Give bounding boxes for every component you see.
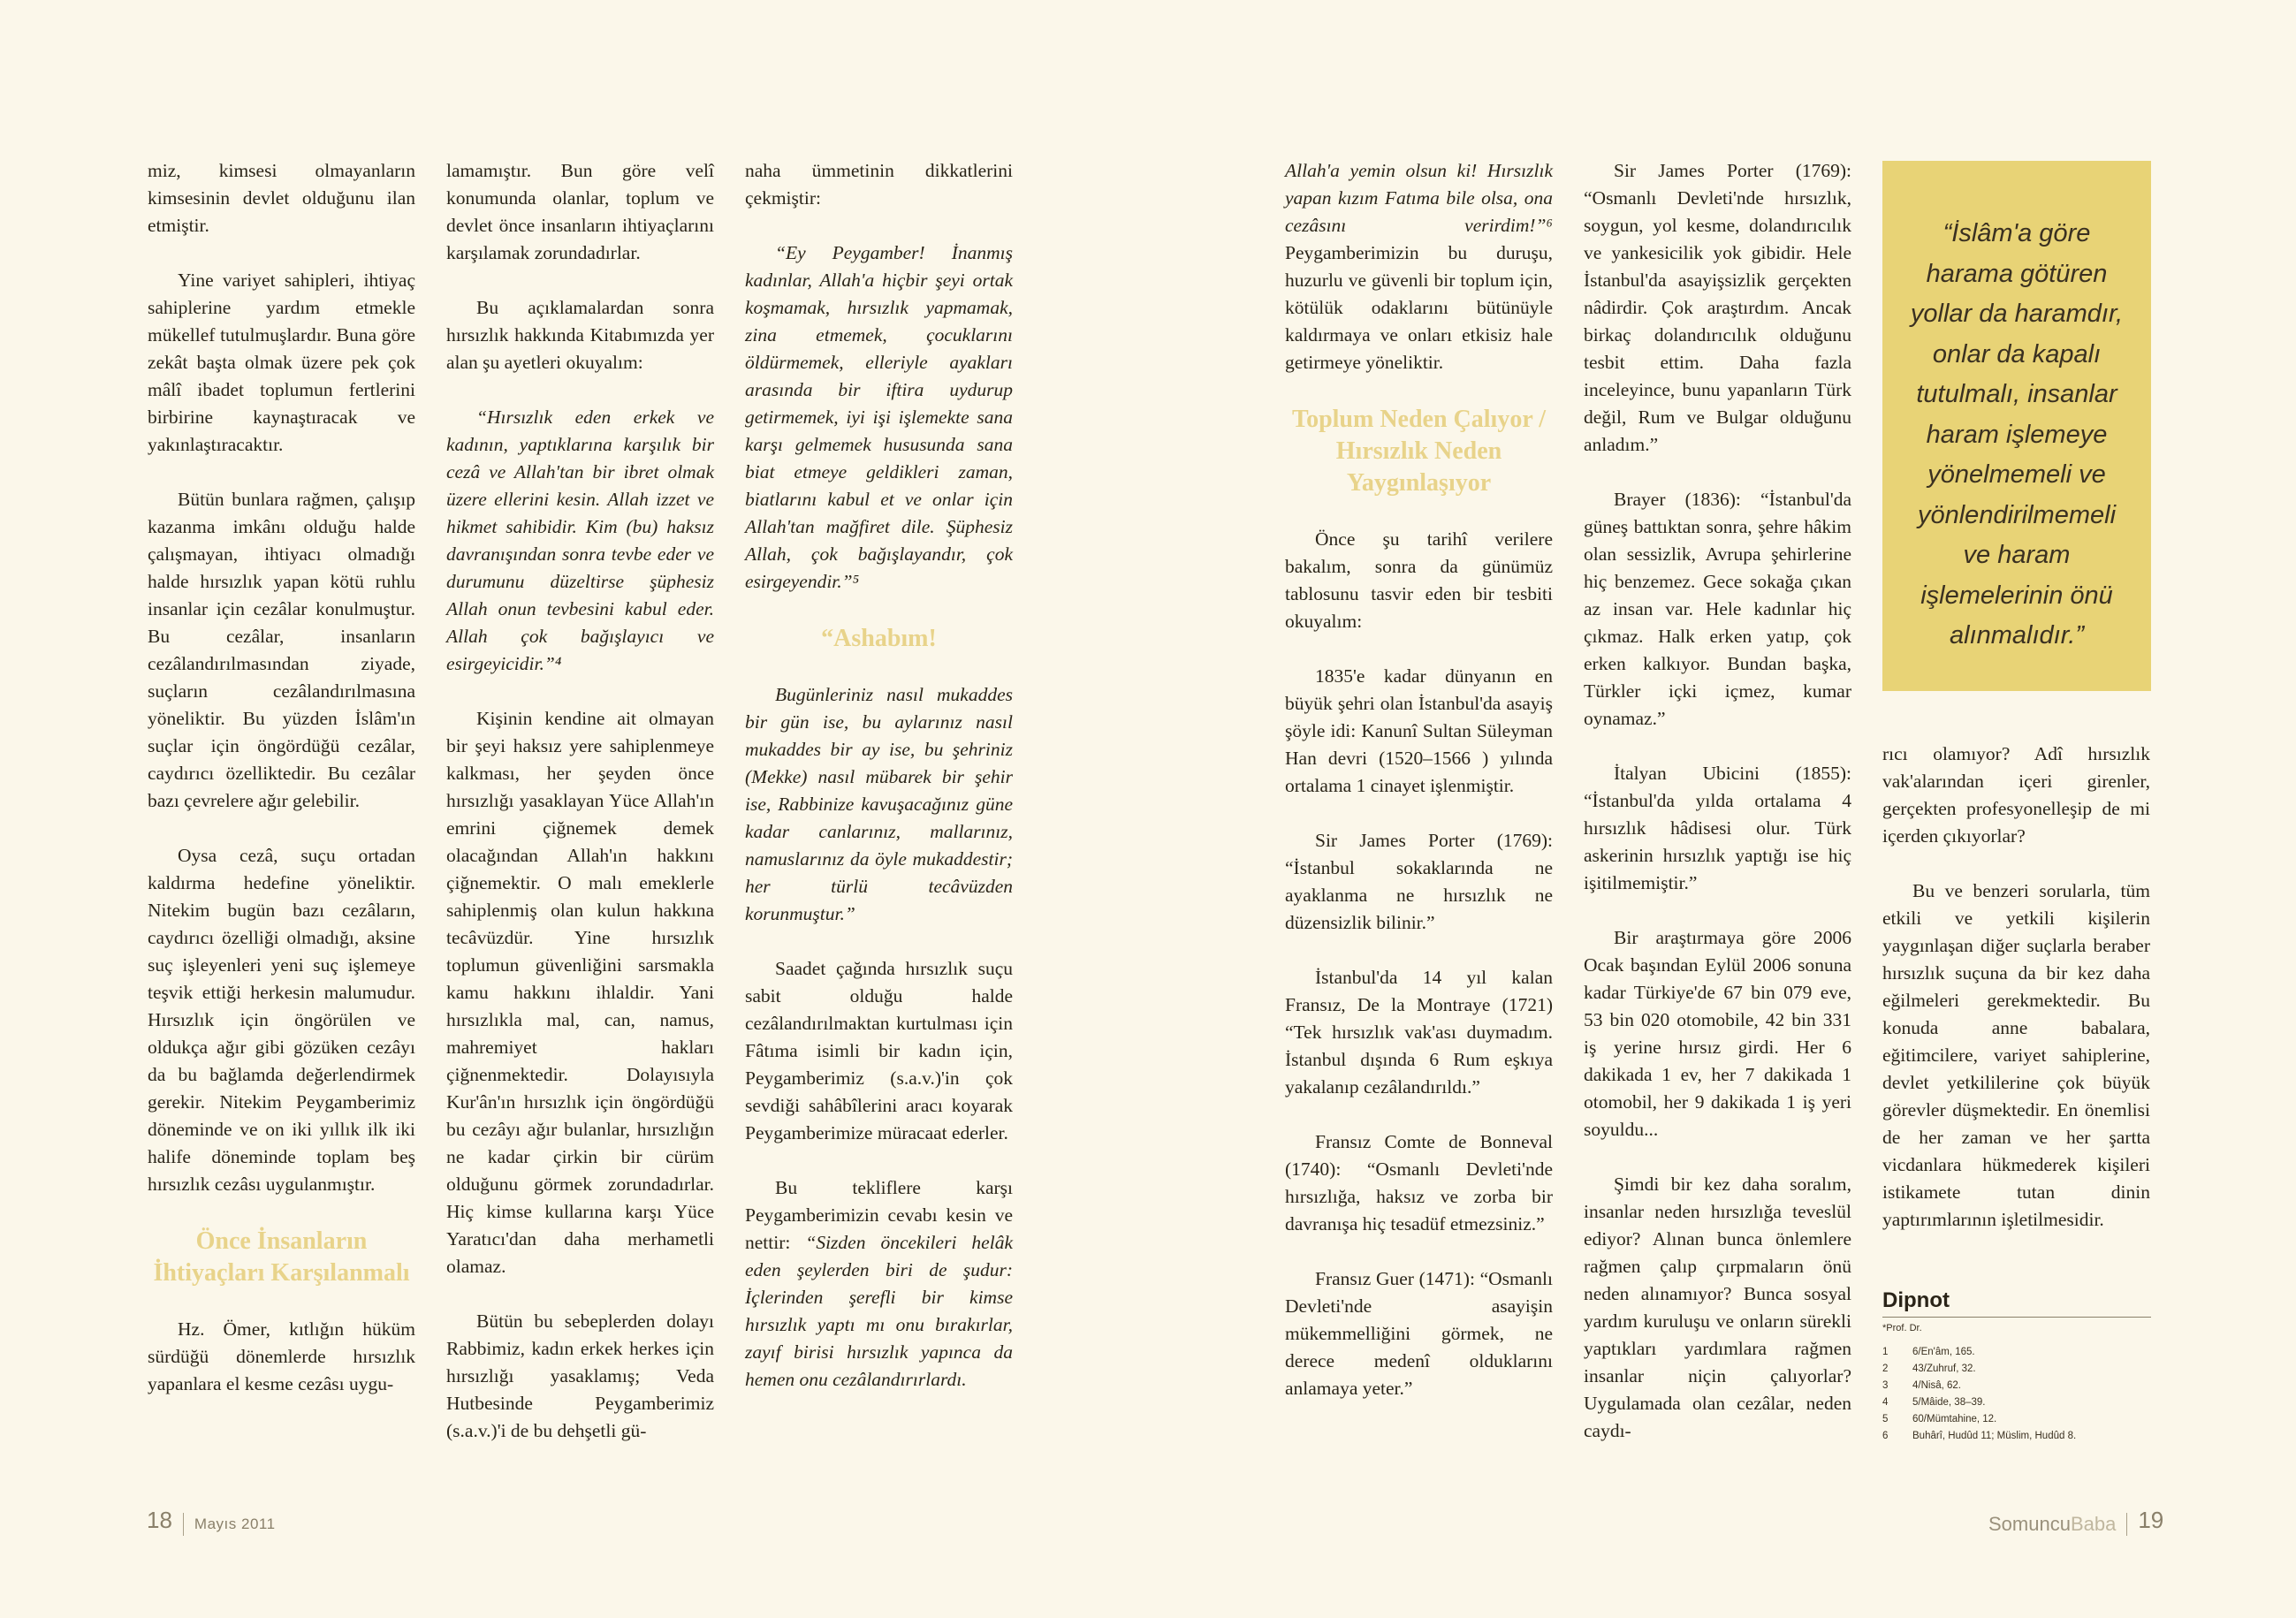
footnote-number: 6 (1882, 1431, 1889, 1441)
footnote-item (1882, 1361, 2151, 1378)
logo-part-b: Baba (2070, 1512, 2117, 1535)
article-column-1 (148, 157, 415, 1398)
article-column-3 (745, 157, 1013, 1394)
footnote-number: 4 (1882, 1397, 1889, 1408)
section-heading: Önce İnsanların İhtiyaçları Karşılanmalı (153, 1227, 410, 1287)
pull-quote-box (1882, 161, 2151, 691)
paragraph (745, 1174, 1013, 1394)
verse-quote: “Hırsızlık eden erkek ve kadının, yaptıklarına karşılık bir cezâ ve Allah'tan bir ibret olmak üzere ellerini kesin. Allah izzet ve hikmet sahibidir. Kim (bu) haksız davranışından sonra tevbe eder ve durumunu düzeltirse şüphesiz Allah onun tevbesini kabul eder. Allah çok bağışlayıcı ve esirgeyicidir.”⁴ (446, 406, 714, 674)
logo-part-a: Somuncu (1988, 1512, 2071, 1535)
footer-divider (2126, 1513, 2127, 1536)
page-number: 19 (2138, 1507, 2164, 1533)
footnote-text: 4/Nisâ, 62. (1912, 1380, 1961, 1391)
paragraph: rıcı olamıyor? Adî hırsızlık vak'alarından içeri girenler, gerçekten profesyonelleşip de mi içerden çıkıyorlar? (1882, 743, 2150, 847)
paragraph: Sir James Porter (1769): “Osmanlı Devleti'nde hırsızlık, soygun, yol kesme, dolandırıcılık ve yankesicilik yok gibidir. Hele İstanbul'da asayişsizlik gerçekten nâdirdir. Çok araştırdım. Ancak birkaç dolandırıcılık olduğunu tesbit ettim. Daha fazla inceleyince, bunu yapanların Türk değil, Rum ve Bulgar olduğunu anladım.” (1584, 160, 1851, 455)
paragraph: naha ümmetinin dikkatlerini çekmiştir: (745, 160, 1013, 209)
page-footer-right (1988, 1507, 2163, 1536)
paragraph: Hz. Ömer, kıtlığın hüküm sürdüğü dönemlerde hırsızlık yapanlara el kesme cezâsı uygu- (148, 1318, 415, 1394)
footnote-number: 2 (1882, 1364, 1889, 1374)
section-heading: “Ashabım! (821, 625, 937, 652)
footnote-number: 3 (1882, 1380, 1889, 1391)
footnote-number: 1 (1882, 1347, 1889, 1357)
article-column-2 (446, 157, 714, 1445)
paragraph (1285, 157, 1553, 376)
paragraph: Fransız Comte de Bonneval (1740): “Osmanlı Devleti'nde hırsızlığa, haksız ve zorba bir davranışa hiç tesadüf etmezsiniz.” (1285, 1131, 1553, 1234)
paragraph: Oysa cezâ, suçu ortadan kaldırma hedefine yöneliktir. Nitekim bugün bazı cezâların, caydırıcı özelliği olmadığı, aksine suç işleyenleri yeni suç işlemeye teşvik ettiği herkesin malumudur. Hırsızlık için öngörülen ve oldukça ağır gibi gözüken cezâyı da bu bağlamda değerlendirmek gerekir. Nitekim Peygamberimiz döneminde ve on iki yıllık ilk iki halife döneminde toplam beş hırsızlık cezâsı uygulanmıştır. (148, 845, 415, 1195)
section-heading: Toplum Neden Çalıyor / Hırsızlık Neden Yaygınlaşıyor (1291, 406, 1547, 497)
paragraph: Bu ve benzeri sorularla, tüm etkili ve yetkili kişilerin yaygınlaşan diğer suçlarla beraber hırsızlık suçuna da bir kez daha eğilmeleri gerekmektedir. Bu konuda anne babalara, eğitimcilere, variyet sahiplerine, devlet yetkililerine çok büyük görevler düşmektedir. En önemlisi de her zaman ve her şartta vicdanlara hükmederek kişileri istikamete tutan dinin yaptırımlarının işletilmesidir. (1882, 880, 2150, 1230)
footnote-item (1882, 1428, 2151, 1445)
paragraph: Bütün bu sebeplerden dolayı Rabbimiz, kadın erkek herkes için hırsızlığı yasaklamış; Veda Hutbesinde Peygamberimiz (s.a.v.)'i de bu dehşetli gü- (446, 1310, 714, 1441)
article-column-5 (1584, 157, 1851, 1445)
footnote-item (1882, 1378, 2151, 1394)
issue-date: Mayıs 2011 (194, 1515, 276, 1532)
pull-quote-text: “İslâm'a göre harama götüren yollar da haramdır, onlar da kapalı tutulmalı, insanlar haram işlemeye yönelmemeli ve yönlendirilmemeli ve haram işlemelerinin önü alınmalıdır.” (1910, 219, 2124, 649)
paragraph: İtalyan Ubicini (1855): “İstanbul'da yılda ortalama 4 hırsızlık hâdisesi olur. Türk askerinin hırsızlık yaptığı ise hiç işitilmemiştir.” (1584, 763, 1851, 893)
paragraph: Sir James Porter (1769): “İstanbul sokaklarında ne ayaklanma ne hırsızlık ne düzensizlik bilinir.” (1285, 830, 1553, 933)
magazine-logo (1988, 1513, 2116, 1535)
paragraph: miz, kimsesi olmayanların kimsesinin devlet olduğunu ilan etmiştir. (148, 160, 415, 236)
paragraph: lamamıştır. Bun göre velî konumunda olanlar, toplum ve devlet önce insanların ihtiyaçlarını karşılamak zorundadırlar. (446, 160, 714, 263)
footnote-author: *Prof. Dr. (1882, 1323, 1922, 1333)
page-footer-left (147, 1507, 276, 1536)
footnote-text: Buhârî, Hudûd 11; Müslim, Hudûd 8. (1912, 1431, 2077, 1441)
footnotes (1882, 1288, 2151, 1445)
verse-quote: “Ey Peygamber! İnanmış kadınlar, Allah'a hiçbir şeyi ortak koşmamak, hırsızlık yapmamak, zina etmemek, çocuklarını öldürmemek, elleriyle ayakları arasında bir iftira uydurup getirmemek, iyi işi işlemekte sana karşı gelmemek hususunda sana biat etmeye geldikleri zaman, biatlarını kabul et ve onlar için Allah'tan mağfiret dile. Şüphesiz Allah, çok bağışlayandır, çok esirgeyendir.”⁵ (745, 242, 1013, 592)
footnote-text: 60/Mümtahine, 12. (1912, 1414, 1997, 1424)
footnotes-heading: Dipnot (1882, 1288, 2151, 1318)
article-column-4 (1285, 157, 1553, 1402)
paragraph: Önce şu tarihî verilere bakalım, sonra da günümüz tablosunu tasvir eden bir tesbiti okuyalım: (1285, 528, 1553, 632)
paragraph: Bir araştırmaya göre 2006 Ocak başından Eylül 2006 sonuna kadar Türkiye'de 67 bin 079 eve, 53 bin 020 otomobile, 42 bin 331 iş yerine hırsız girdi. Her 6 dakikada 1 ev, her 7 dakikada 1 otomobil, her 9 dakikada 1 iş yeri soyuldu... (1584, 927, 1851, 1140)
footnote-number: 5 (1882, 1414, 1889, 1424)
footnote-text: 5/Mâide, 38–39. (1912, 1397, 1986, 1408)
footnote-text: 43/Zuhruf, 32. (1912, 1364, 1976, 1374)
footnote-item (1882, 1411, 2151, 1428)
paragraph: Yine variyet sahipleri, ihtiyaç sahiplerine yardım etmekle mükellef tutulmuşlardır. Buna göre zekât başta olmak üzere pek çok mâlî ibadet toplumun fertlerini birbirine kaynaştıracak ve yakınlaştıracaktır. (148, 270, 415, 455)
paragraph-text: Bu tekliflere karşı Peygamberimizin cevabı kesin ve nettir: (745, 1177, 1013, 1253)
footnote-item (1882, 1394, 2151, 1411)
hadith-quote: “Sizden öncekileri helâk eden şeylerden biri de şudur: İçlerinden şerefli bir kimse hırsızlık yaptı mı onu bırakırlar, zayıf birisi hırsızlık yapınca da hemen onu cezâlandırırlardı. (745, 1232, 1013, 1390)
paragraph: Bu açıklamalardan sonra hırsızlık hakkında Kitabımızda yer alan şu ayetleri okuyalım: (446, 297, 714, 373)
footnote-text: 6/En'âm, 165. (1912, 1347, 1975, 1357)
paragraph: Saadet çağında hırsızlık suçu sabit olduğu halde cezâlandırılmaktan kurtulması için Fâtıma isimli bir kadın için, Peygamberimiz (s.a.v.)'in çok sevdiği sahâbîlerini aracı koyarak Peygamberimize müracaat ederler. (745, 958, 1013, 1143)
hadith-quote: Bugünleriniz nasıl mukaddes bir gün ise, bu aylarınız nasıl mukaddes bir ay ise, bu şehriniz (Mekke) nasıl mübarek bir şehir ise, Rabbinize kavuşacağınız güne kadar canlarınız, mallarınız, namuslarınız da öyle mukaddestir; her türlü tecâvüzden korunmuştur.” (745, 684, 1013, 924)
footnote-item (1882, 1344, 2151, 1361)
paragraph: Kişinin kendine ait olmayan bir şeyi haksız yere sahiplenmeye kalkması, her şeyden önce hırsızlığı yasaklayan Yüce Allah'ın emrini çiğnemek demek olacağından Allah'ın hakkını çiğnemektir. O malı emeklerle sahiplenmiş olan kulun hakkına tecâvüzdür. Yine hırsızlık toplumun güvenliğini sarsmakla kamu hakkını ihlaldir. Yani hırsızlıkla mal, can, namus, mahremiyet hakları çiğnenmektedir. Dolayısıyla Kur'ân'ın hırsızlık için öngördüğü bu cezâyı ağır bulanlar, hırsızlığın ne kadar çirkin bir cürüm olduğunu görmek zorundadırlar. Hiç kimse kullarına karşı Yüce Yaratıcı'dan daha merhametli olamaz. (446, 708, 714, 1277)
footer-divider (183, 1513, 184, 1536)
paragraph: 1835'e kadar dünyanın en büyük şehri olan İstanbul'da asayiş şöyle idi: Kanunî Sultan Süleyman Han devri (1520–1566 ) yılında ortalama 1 cinayet işlenmiştir. (1285, 665, 1553, 796)
paragraph: İstanbul'da 14 yıl kalan Fransız, De la Montraye (1721) “Tek hırsızlık vak'ası duymadım. İstanbul dışında 6 Rum eşkıya yakalanıp cezâlandırıldı.” (1285, 967, 1553, 1098)
paragraph: Şimdi bir kez daha soralım, insanlar neden hırsızlığa teveslül ediyor? Alınan bunca önlemlere rağmen çalıp çırpmaların önü neden alınamıyor? Bunca sosyal yardım kuruluşu ve onların sürekli yaptıkları yardımlara rağmen insanlar niçin çalıyorlar? Uygulamada olan cezâlar, neden caydı- (1584, 1174, 1851, 1441)
page-number: 18 (147, 1507, 172, 1533)
paragraph: Fransız Guer (1471): “Osmanlı Devleti'nde asayişin mükemmelliğini görmek, ne derece medenî olduklarını anlamaya yeter.” (1285, 1268, 1553, 1399)
paragraph: Bütün bunlara rağmen, çalışıp kazanma imkânı olduğu halde çalışmayan, ihtiyacı olmadığı halde hırsızlık yapan kötü ruhlu insanlar için cezâlar konulmuştur. Bu cezâlar, insanların cezâlandırılmasından ziyade, suçların cezâlandırılmasına yöneliktir. Bu yüzden İslâm'ın suçlar için öngördüğü cezâlar, caydırıcı özelliktedir. Bu cezâlar bazı çevrelere ağır gelebilir. (148, 489, 415, 811)
hadith-quote: Allah'a yemin olsun ki! Hırsızlık yapan kızım Fatıma bile olsa, ona cezâsını verirdim!”⁶ (1285, 160, 1553, 236)
paragraph: Brayer (1836): “İstanbul'da güneş battıktan sonra, şehre hâkim olan sessizlik, Avrupa şehirlerine hiç benzemez. Gece sokağa çıkan az insan var. Hele kadınlar hiç çıkmaz. Halk erken yatıp, çok erken kalkıyor. Bundan başka, Türkler içki içmez, kumar oynamaz.” (1584, 489, 1851, 729)
paragraph-text: Peygamberimizin bu duruşu, huzurlu ve güvenli bir toplum için, kötülük odaklarını bütünüyle kaldırmaya ve onları etkisiz hale getirmeye yöneliktir. (1285, 242, 1553, 373)
footnote-list (1882, 1344, 2151, 1445)
article-column-6 (1882, 741, 2150, 1234)
